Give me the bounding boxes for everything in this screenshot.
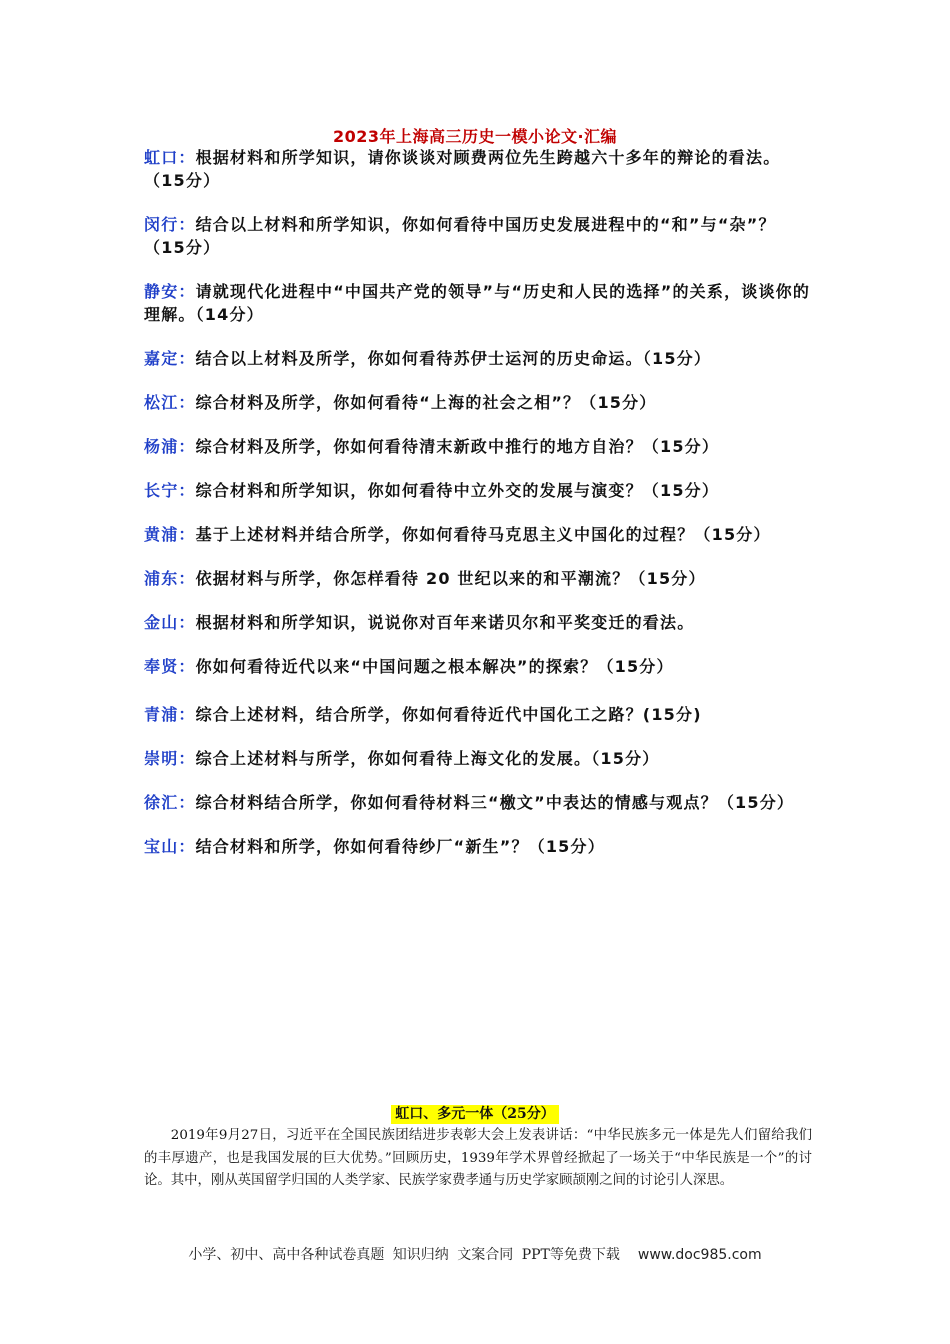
district-label: 奉贤： — [144, 657, 196, 676]
section-paragraph: 2019年9月27日，习近平在全国民族团结进步表彰大会上发表讲话：“中华民族多元一体是先人们留给我们的丰厚遗产，也是我国发展的巨大优势。”回顾历史，1939年学术界曾经掀起了一场关于“中华民族是一个”的讨论。其中，刚从英国留学归国的人类学家、民族学家费孝通与历史学家顾颉刚之间的讨论引人深思。 — [144, 1128, 812, 1188]
question-text: 综合上述材料与所学，你如何看待上海文化的发展。（15分） — [195, 749, 660, 768]
district-label: 黄浦： — [144, 525, 196, 544]
district-label: 长宁： — [144, 481, 196, 500]
question-item — [144, 567, 814, 590]
district-label: 浦东： — [144, 569, 196, 588]
section-heading-text: 虹口、多元一体（25分） — [391, 1105, 558, 1124]
question-text: 结合材料和所学，你如何看待纱厂“新生”？（15分） — [195, 837, 605, 856]
question-item — [144, 655, 814, 678]
question-text: 结合以上材料及所学，你如何看待苏伊士运河的历史命运。（15分） — [195, 349, 712, 368]
question-item — [144, 391, 814, 414]
question-text: 综合材料结合所学，你如何看待材料三“檄文”中表达的情感与观点？（15分） — [195, 793, 795, 812]
district-label: 杨浦： — [144, 437, 196, 456]
question-item — [144, 523, 814, 546]
question-text: 请就现代化进程中“中国共产党的领导”与“历史和人民的选择”的关系，谈谈你的 理解。（14分） — [144, 282, 811, 324]
question-text: 结合以上材料和所学知识，你如何看待中国历史发展进程中的“和”与“杂”？（15分） — [144, 215, 776, 257]
district-label: 闵行： — [144, 215, 196, 234]
footer-site-link[interactable]: www.doc985.com — [637, 1247, 762, 1263]
question-text: 基于上述材料并结合所学，你如何看待马克思主义中国化的过程？（15分） — [195, 525, 771, 544]
section-heading — [0, 1103, 950, 1124]
question-text: 综合材料及所学，你如何看待“上海的社会之相”？（15分） — [195, 393, 657, 412]
question-text: 综合材料和所学知识，你如何看待中立外交的发展与演变？（15分） — [195, 481, 720, 500]
document-title: 2023年上海高三历史一模小论文·汇编 — [332, 127, 618, 146]
question-text: 你如何看待近代以来“中国问题之根本解决”的探索？（15分） — [195, 657, 674, 676]
district-label: 静安： — [144, 282, 196, 301]
district-label: 宝山： — [144, 837, 196, 856]
district-label: 嘉定： — [144, 349, 196, 368]
question-item — [144, 479, 814, 502]
question-text: 综合上述材料，结合所学，你如何看待近代中国化工之路？(15分) — [195, 705, 702, 724]
district-label: 金山： — [144, 613, 196, 632]
district-label: 崇明： — [144, 749, 196, 768]
question-text: 综合材料及所学，你如何看待清末新政中推行的地方自治？（15分） — [195, 437, 720, 456]
district-label: 徐汇： — [144, 793, 196, 812]
question-item — [144, 791, 814, 814]
district-label: 虹口： — [144, 148, 196, 167]
footer-text: 小学、初中、高中各种试卷真题 知识归纳 文案合同 PPT等免费下载 — [188, 1247, 620, 1263]
question-text: 根据材料和所学知识，说说你对百年来诺贝尔和平奖变迁的看法。 — [195, 613, 695, 632]
page-footer — [0, 1244, 950, 1264]
question-item — [144, 435, 814, 458]
question-item — [144, 146, 814, 192]
question-item — [144, 213, 814, 259]
district-label: 松江： — [144, 393, 196, 412]
question-item — [144, 835, 814, 858]
question-text: 根据材料和所学知识，请你谈谈对顾费两位先生跨越六十多年的辩论的看法。（15分） — [144, 148, 781, 190]
question-item — [144, 703, 814, 726]
question-item — [144, 611, 814, 634]
question-item — [144, 747, 814, 770]
question-list — [144, 146, 814, 879]
question-item — [144, 280, 814, 326]
question-text: 依据材料与所学，你怎样看待 20 世纪以来的和平潮流？（15分） — [195, 569, 706, 588]
district-label: 青浦： — [144, 705, 196, 724]
question-item — [144, 347, 814, 370]
